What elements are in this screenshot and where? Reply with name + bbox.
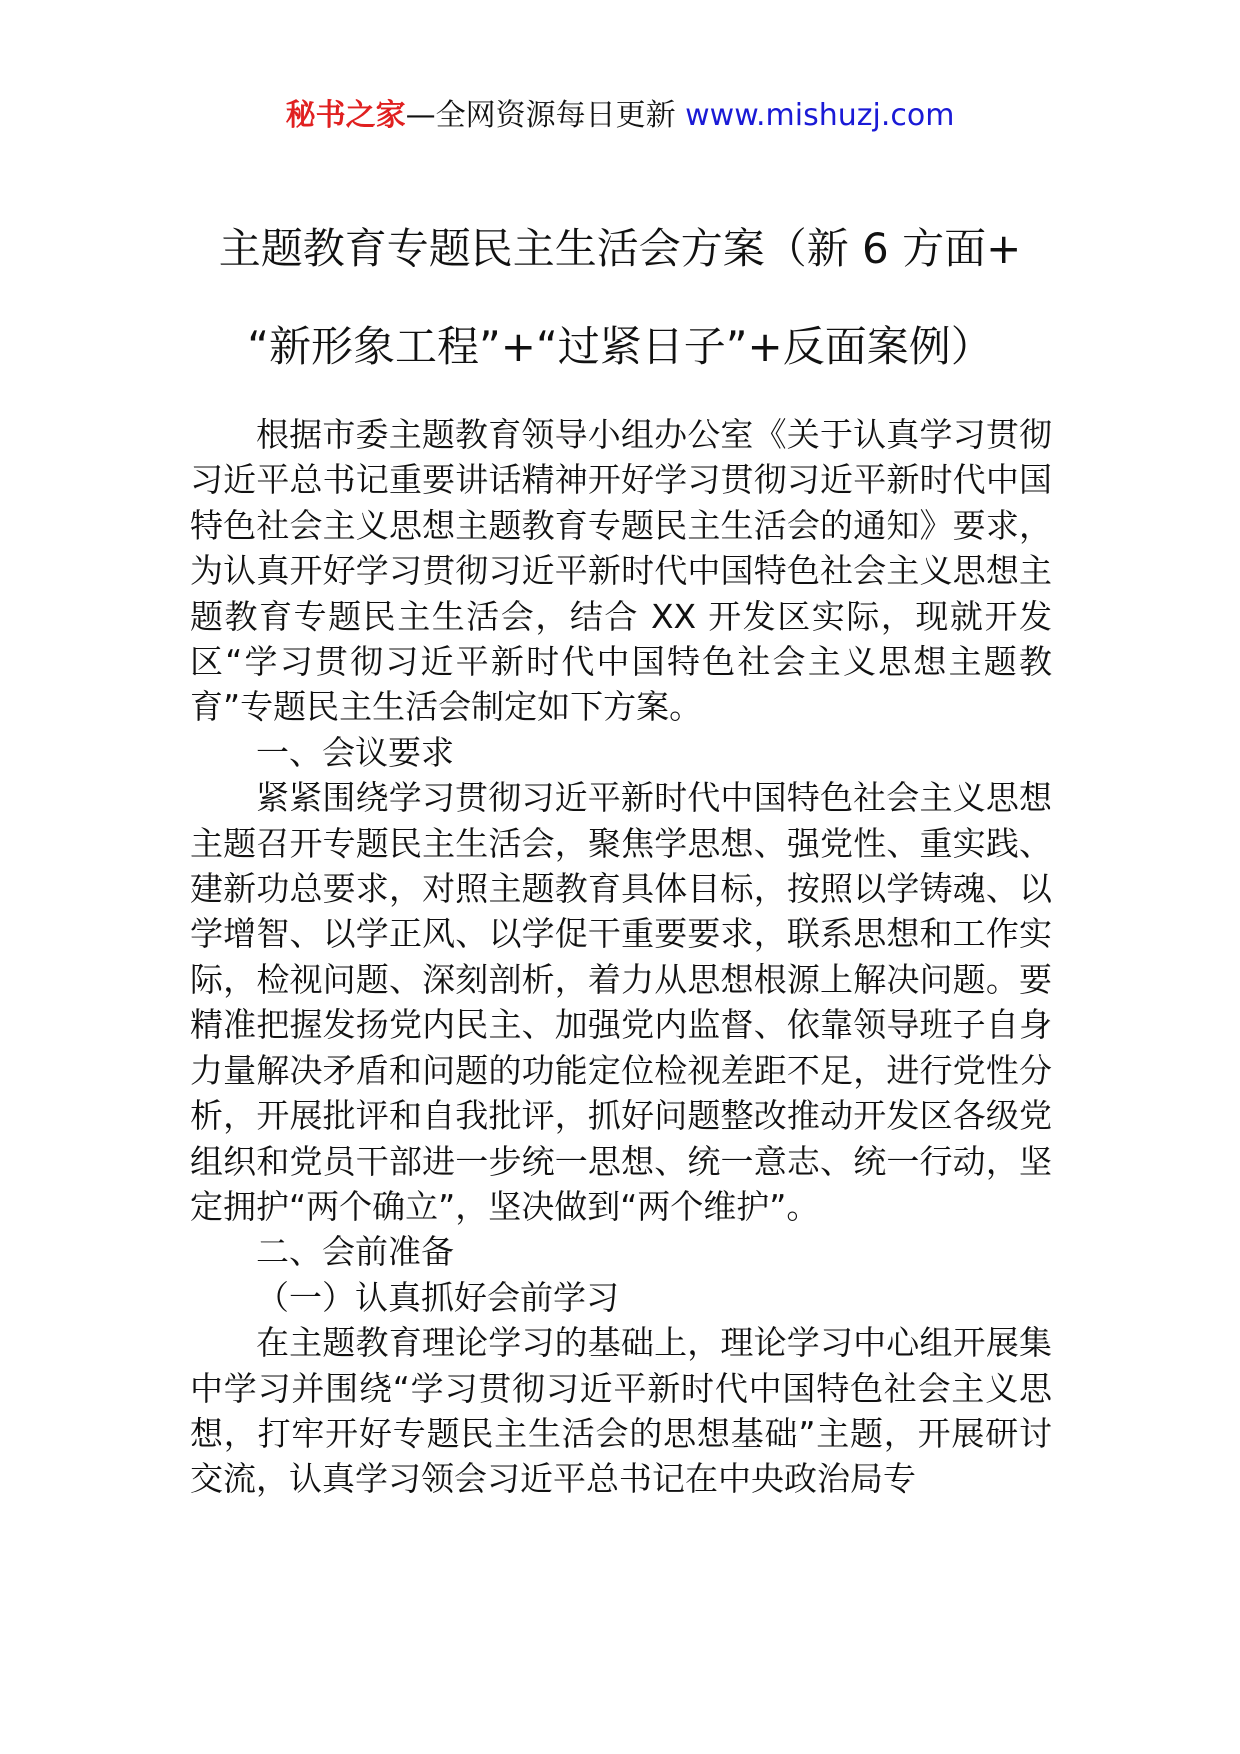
- study-paragraph: 在主题教育理论学习的基础上，理论学习中心组开展集中学习并围绕“学习贯彻习近平新时代中国特色社会主义思想，打牢开好专题民主生活会的思想基础”主题，开展研讨交流，认真学习领会习近平总书记在中央政治局专: [190, 1323, 1052, 1499]
- title-line-1: 主题教育专题民主生活会方案（新 6 方面+: [218, 224, 1022, 273]
- subsection-heading-study: （一）认真抓好会前学习: [256, 1277, 619, 1317]
- document-title: [150, 200, 1090, 396]
- document-body: [190, 412, 1052, 1502]
- title-line-2: “新形象工程”+“过紧日子”+反面案例）: [247, 322, 993, 371]
- requirements-paragraph: 紧紧围绕学习贯彻习近平新时代中国特色社会主义思想主题召开专题民主生活会，聚焦学思想、强党性、重实践、建新功总要求，对照主题教育具体目标，按照以学铸魂、以学增智、以学正风、以学促干重要要求，联系思想和工作实际，检视问题、深刻剖析，着力从思想根源上解决问题。要精准把握发扬党内民主、加强党内监督、依靠领导班子自身力量解决矛盾和问题的功能定位检视差距不足，进行党性分析，开展批评和自我批评，抓好问题整改推动开发区各级党组织和党员干部进一步统一思想、统一意志、统一行动，坚定拥护“两个确立”，坚决做到“两个维护”。: [190, 778, 1052, 1226]
- intro-paragraph: 根据市委主题教育领导小组办公室《关于认真学习贯彻习近平总书记重要讲话精神开好学习贯彻习近平新时代中国特色社会主义思想主题教育专题民主生活会的通知》要求，为认真开好学习贯彻习近平新时代中国特色社会主义思想主题教育专题民主生活会，结合 XX 开发区实际，现就开发区“学习贯彻习近平新时代中国特色社会主义思想主题教育”专题民主生活会制定如下方案。: [190, 415, 1052, 727]
- site-url-link[interactable]: www.mishuzj.com: [685, 98, 955, 133]
- section-heading-preparation: 二、会前准备: [256, 1232, 454, 1272]
- site-brand: 秘书之家: [285, 98, 406, 133]
- section-heading-requirements: 一、会议要求: [256, 732, 454, 772]
- site-tagline: —全网资源每日更新: [405, 98, 686, 133]
- site-header: [0, 96, 1240, 136]
